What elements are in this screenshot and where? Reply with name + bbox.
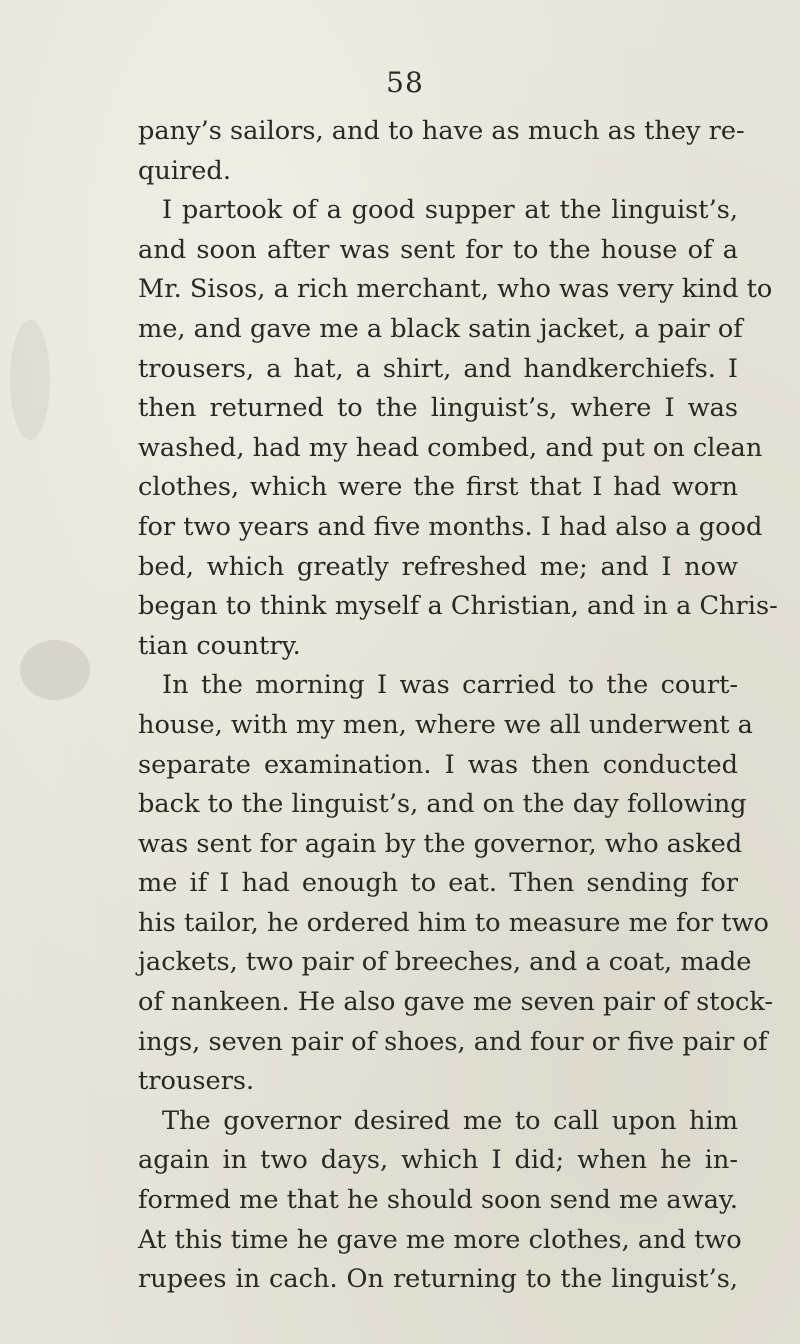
page-stain: [20, 640, 90, 700]
text-line: washed, had my head combed, and put on clean: [138, 432, 763, 463]
text-line: Mr. Sisos, a rich merchant, who was very kind to: [138, 274, 773, 305]
text-line: pany’s sailors, and to have as much as they re-: [138, 116, 745, 146]
text-line: clothes, which were the first that I had worn: [138, 472, 738, 503]
text-line: me, and gave me a black satin jacket, a pair of: [138, 313, 743, 344]
text-line: house, with my men, where we all underwent a: [138, 709, 753, 740]
text-line: The governor desired me to call upon him: [162, 1105, 738, 1136]
text-line: for two years and five months. I had also a good: [138, 511, 763, 542]
text-line: I partook of a good supper at the linguist’s,: [162, 195, 738, 226]
page-stain: [10, 320, 50, 440]
text-line: of nankeen. He also gave me seven pair of stock-: [138, 987, 774, 1018]
text-line: was sent for again by the governor, who asked: [138, 828, 743, 859]
text-line: and soon after was sent for to the house of a: [138, 234, 738, 265]
text-line: At this time he gave me more clothes, and two: [138, 1224, 742, 1255]
text-line: then returned to the linguist’s, where I was: [138, 393, 738, 424]
text-line: again in two days, which I did; when he in-: [138, 1145, 738, 1176]
text-line: trousers.: [138, 1066, 255, 1097]
text-line: separate examination. I was then conducted: [138, 749, 738, 780]
text-line: his tailor, he ordered him to measure me for two: [138, 907, 769, 938]
text-line: back to the linguist’s, and on the day following: [138, 789, 747, 820]
text-line: formed me that he should soon send me away.: [138, 1185, 739, 1216]
text-line: ings, seven pair of shoes, and four or five pair of: [138, 1026, 768, 1057]
body-text: [138, 112, 778, 1300]
text-line: rupees in cach. On returning to the linguist’s,: [138, 1264, 738, 1295]
text-line: began to think myself a Christian, and in a Chris-: [138, 591, 778, 622]
text-line: In the morning I was carried to the court-: [162, 670, 738, 701]
text-line: trousers, a hat, a shirt, and handkerchiefs. I: [138, 353, 738, 384]
text-line: tian country.: [138, 630, 301, 661]
text-line: bed, which greatly refreshed me; and I now: [138, 551, 738, 582]
text-line: me if I had enough to eat. Then sending for: [138, 868, 738, 899]
page-number: 58: [386, 66, 424, 99]
text-line: quired.: [138, 155, 231, 186]
text-line: jackets, two pair of breeches, and a coat, made: [138, 947, 752, 978]
